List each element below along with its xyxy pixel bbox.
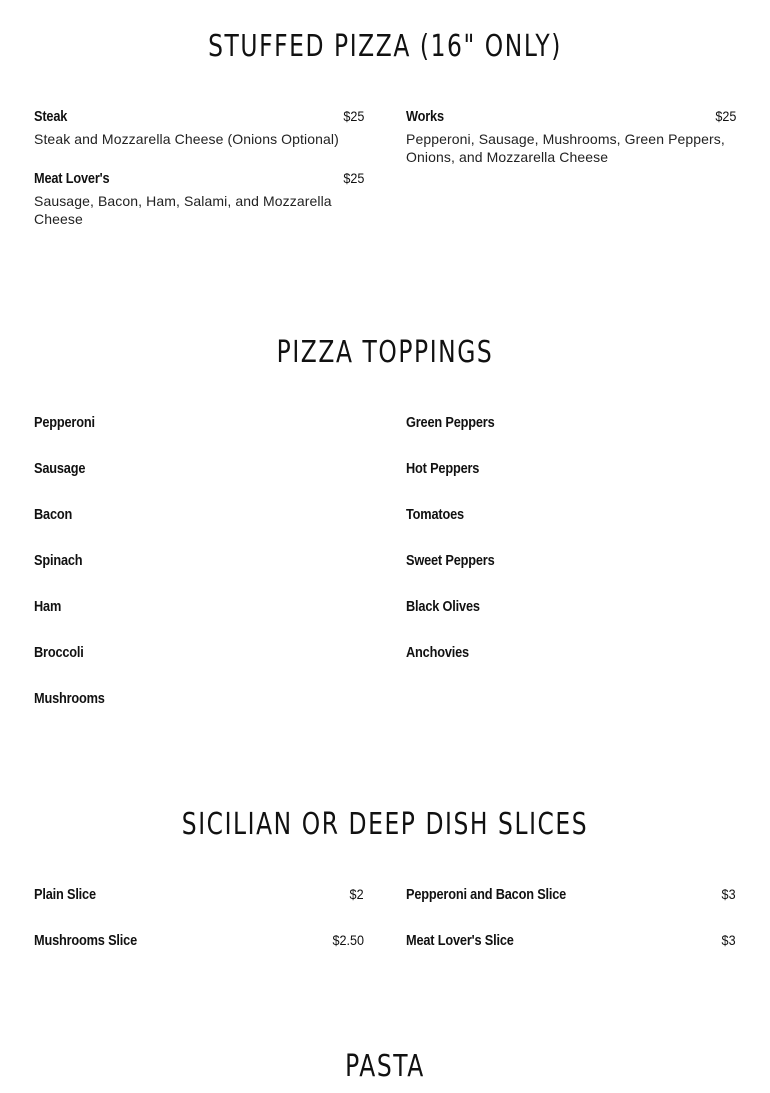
item-description: Steak and Mozzarella Cheese (Onions Optional) xyxy=(34,131,339,147)
stuffed-right-column xyxy=(406,108,736,166)
item-name: Steak xyxy=(34,109,68,125)
item-price: $25 xyxy=(714,108,736,124)
topping-name: Mushrooms xyxy=(34,691,105,707)
stuffed-left-column xyxy=(34,108,364,228)
slice-item xyxy=(406,886,736,932)
topping-item xyxy=(34,460,364,506)
slice-item xyxy=(406,932,736,978)
topping-name: Hot Peppers xyxy=(406,461,480,477)
item-price: $25 xyxy=(342,170,364,186)
item-name: Mushrooms Slice xyxy=(34,933,138,949)
topping-name: Tomatoes xyxy=(406,507,464,523)
topping-name: Spinach xyxy=(34,553,83,569)
slices-left-column xyxy=(34,886,364,978)
topping-name: Black Olives xyxy=(406,599,480,615)
topping-item xyxy=(34,414,364,460)
section-title-stuffed-pizza: STUFFED PIZZA (16" ONLY) xyxy=(208,29,562,64)
item-price: $2.50 xyxy=(332,932,364,948)
slice-item xyxy=(34,932,364,978)
topping-name: Bacon xyxy=(34,507,73,523)
menu-item xyxy=(34,170,364,228)
topping-item xyxy=(406,644,736,690)
section-title-sicilian-slices: SICILIAN OR DEEP DISH SLICES xyxy=(181,807,589,842)
item-name: Plain Slice xyxy=(34,887,96,903)
item-price: $25 xyxy=(342,108,364,124)
topping-item xyxy=(34,690,364,736)
topping-name: Ham xyxy=(34,599,62,615)
item-description: Sausage, Bacon, Ham, Salami, and Mozzarella Cheese xyxy=(34,193,332,227)
topping-item xyxy=(406,460,736,506)
item-name: Meat Lover's xyxy=(34,171,110,187)
topping-item xyxy=(34,506,364,552)
topping-name: Anchovies xyxy=(406,645,469,661)
toppings-left-column xyxy=(34,414,364,736)
item-price: $3 xyxy=(721,932,736,948)
toppings-right-column xyxy=(406,414,736,690)
slice-item xyxy=(34,886,364,932)
menu-item xyxy=(34,108,364,148)
item-price: $3 xyxy=(721,886,736,902)
topping-name: Sweet Peppers xyxy=(406,553,495,569)
item-description: Pepperoni, Sausage, Mushrooms, Green Peppers, Onions, and Mozzarella Cheese xyxy=(406,131,725,165)
topping-item xyxy=(406,552,736,598)
topping-item xyxy=(406,598,736,644)
menu-item xyxy=(406,108,736,166)
topping-item xyxy=(34,552,364,598)
topping-item xyxy=(406,414,736,460)
topping-item xyxy=(34,598,364,644)
topping-name: Green Peppers xyxy=(406,415,495,431)
section-title-pizza-toppings: PIZZA TOPPINGS xyxy=(276,335,494,370)
topping-item xyxy=(34,644,364,690)
item-name: Pepperoni and Bacon Slice xyxy=(406,887,567,903)
section-title-pasta: PASTA xyxy=(345,1049,425,1084)
topping-name: Sausage xyxy=(34,461,86,477)
item-name: Meat Lover's Slice xyxy=(406,933,514,949)
topping-name: Broccoli xyxy=(34,645,84,661)
topping-name: Pepperoni xyxy=(34,415,95,431)
topping-item xyxy=(406,506,736,552)
item-price: $2 xyxy=(349,886,364,902)
slices-right-column xyxy=(406,886,736,978)
item-name: Works xyxy=(406,109,444,125)
